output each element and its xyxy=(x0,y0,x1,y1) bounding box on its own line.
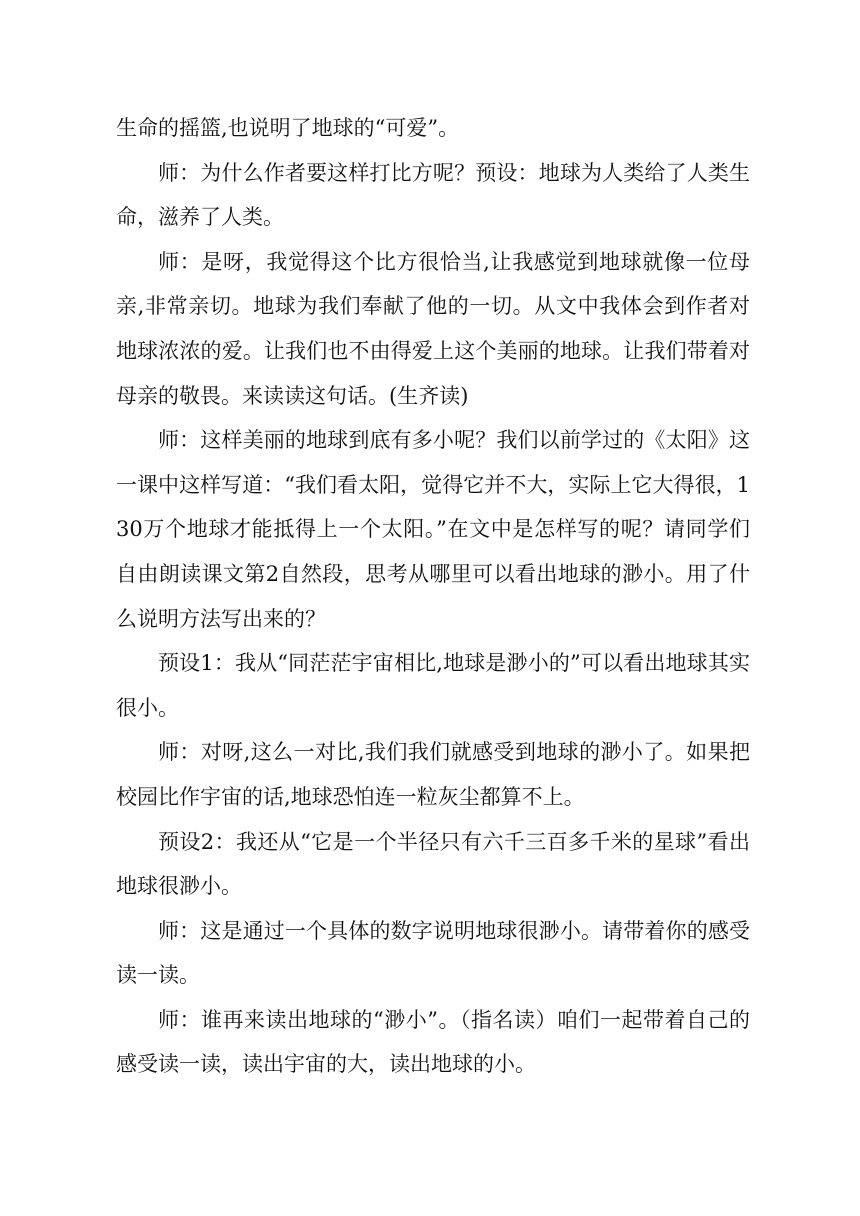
paragraph-1: 生命的摇篮,也说明了地球的“可爱”。 xyxy=(116,116,460,140)
document-body xyxy=(116,106,750,1087)
paragraph-4: 师：这样美丽的地球到底有多小呢？我们以前学过的《太阳》这一课中这样写道：“我们看太阳，觉得它并不大，实际上它大得很，130万个地球才能抵得上一个太阳。”在文中是怎样写的呢？请同学们自由朗读课文第2自然段，思考从哪里可以看出地球的渺小。用了什么说明方法写出来的？ xyxy=(116,428,750,631)
paragraph-2: 师：为什么作者要这样打比方呢？预设：地球为人类给了人类生命，滋养了人类。 xyxy=(116,160,750,230)
paragraph-7: 预设2：我还从“它是一个半径只有六千三百多千米的星球”看出地球很渺小。 xyxy=(116,829,750,899)
paragraph-3: 师：是呀，我觉得这个比方很恰当,让我感觉到地球就像一位母亲,非常亲切。地球为我们奉献了他的一切。从文中我体会到作者对地球浓浓的爱。让我们也不由得爱上这个美丽的地球。让我们带着对母亲的敬畏。来读读这句话。(生齐读) xyxy=(116,249,750,408)
paragraph-8: 师：这是通过一个具体的数字说明地球很渺小。请带着你的感受读一读。 xyxy=(116,918,750,988)
paragraph-9: 师：谁再来读出地球的“渺小”。（指名读）咱们一起带着自己的感受读一读，读出宇宙的大，读出地球的小。 xyxy=(116,1007,750,1077)
paragraph-6: 师：对呀,这么一对比,我们我们就感受到地球的渺小了。如果把校园比作宇宙的话,地球恐怕连一粒灰尘都算不上。 xyxy=(116,740,750,809)
paragraph-5: 预设1：我从“同茫茫宇宙相比,地球是渺小的”可以看出地球其实很小。 xyxy=(116,651,750,720)
